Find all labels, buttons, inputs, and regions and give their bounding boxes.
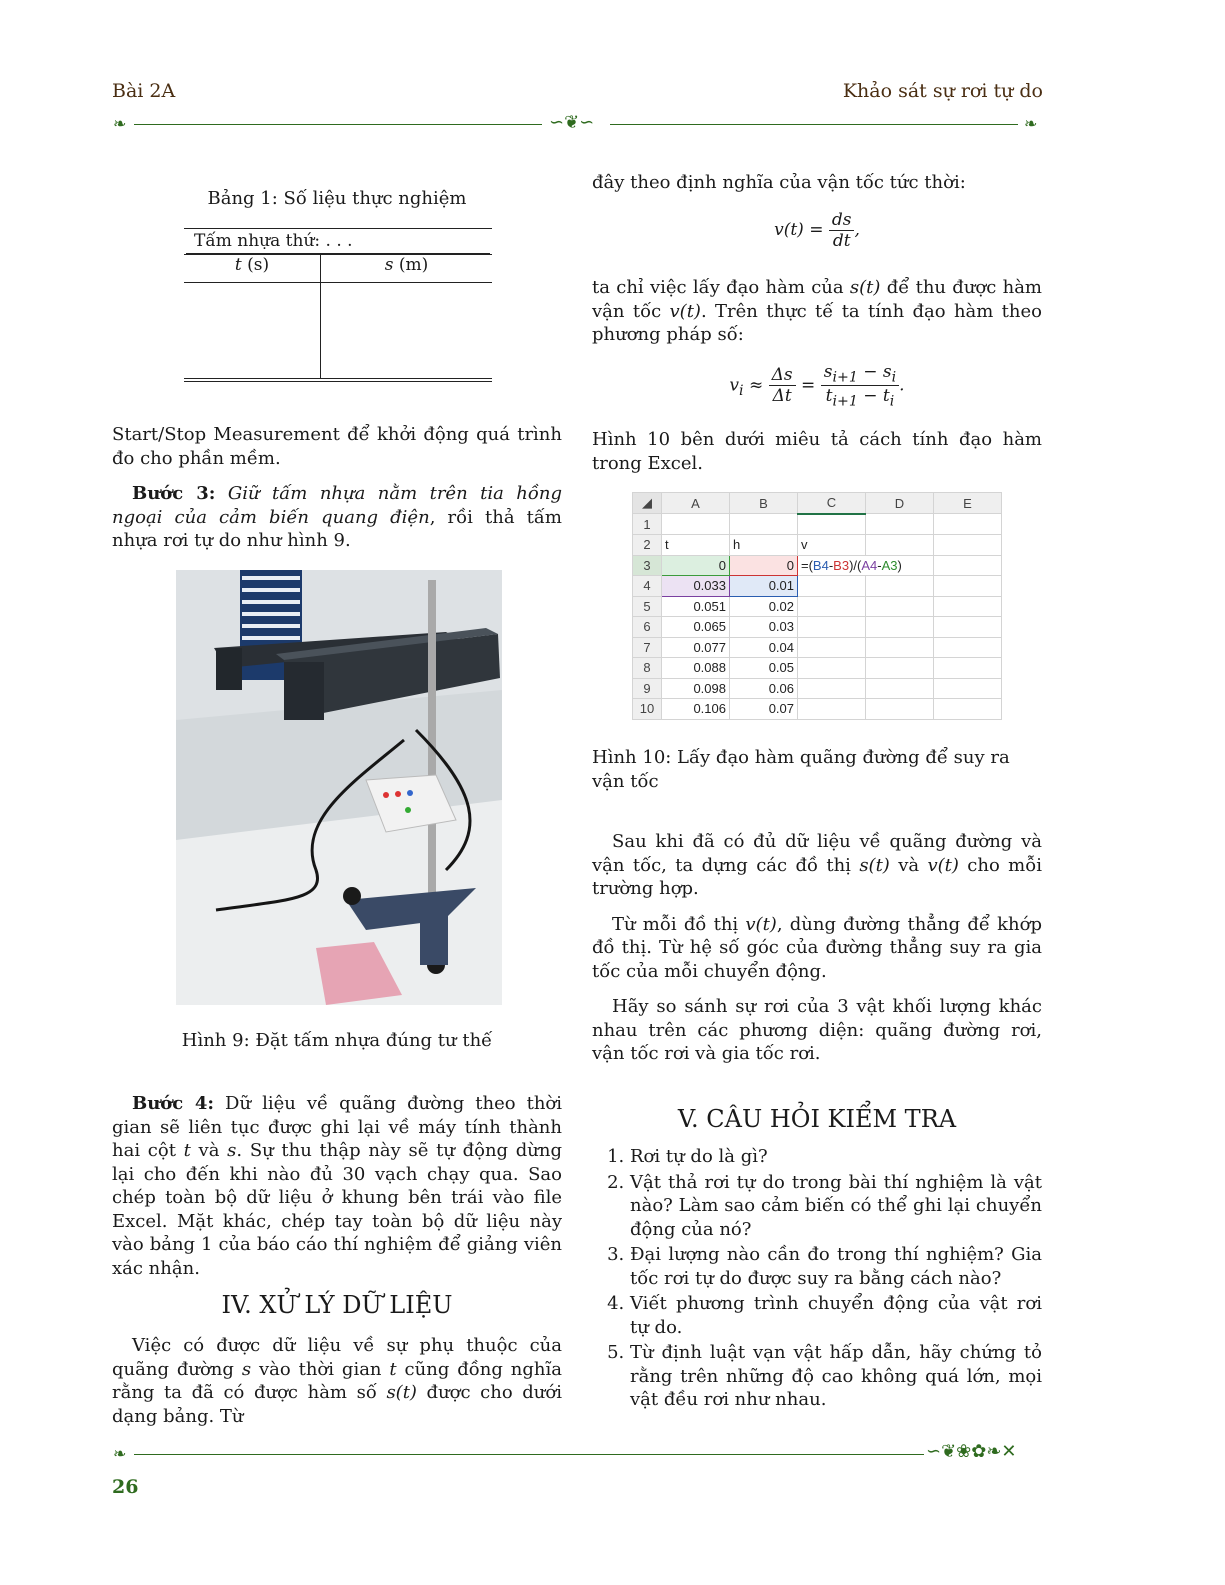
- step4-paragraph: Bước 4: Dữ liệu về quãng đường theo thời gian sẽ liên tục được ghi lại về máy tính thành hai cột t và s. Sự thu thập này sẽ tự động dừng lại cho đến khi nào đủ 30 vạch chạy qua. Sao chép toàn bộ dữ liệu ở khung bên trái vào file Excel. Mặt khác, chép tay toàn bộ dữ liệu này vào bảng 1 của báo cáo thí nghiệm để giảng viên xác nhận.: [112, 1093, 563, 1279]
- excel-cell: 0.077: [662, 637, 730, 658]
- excel-row-header: 4: [633, 576, 662, 597]
- table1-caption: Bảng 1: Số liệu thực nghiệm: [207, 188, 467, 209]
- excel-col-header: D: [866, 493, 934, 514]
- select-all-corner: ◢: [633, 493, 662, 514]
- excel-screenshot: [632, 492, 1008, 724]
- question-item: 4. Viết phương trình chuyển động của vật rơi tự do.: [630, 1292, 1042, 1339]
- equation-numeric-derivative: $v_i$ ≈ $\frac{\Delta s}{\Delta t}$ = $\frac{s_{i+1} - s_i}{t_{i+1} - t_i}$ .: [729, 362, 905, 410]
- excel-cell: 0.098: [662, 678, 730, 699]
- figure9-photo: [176, 570, 502, 1005]
- compare-paragraph: Hãy so sánh sự rơi của 3 vật khối lượng khác nhau trên các phương diện: quãng đường rơi, vận tốc rơi và gia tốc rơi.: [592, 996, 1042, 1064]
- excel-cell: 0.051: [662, 596, 730, 617]
- section5-title: V. CÂU HỎI KIỂM TRA: [677, 1105, 957, 1133]
- excel-row-header: 8: [633, 658, 662, 679]
- table-cell-t: [184, 283, 321, 378]
- excel-cell: 0: [730, 555, 798, 576]
- equation-velocity: v(t) = $\frac{ds}{dt}$ ,: [774, 210, 860, 251]
- excel-intro-paragraph: Hình 10 bên dưới miêu tả cách tính đạo hàm trong Excel.: [592, 429, 1042, 474]
- excel-col-header: C: [798, 493, 866, 514]
- fit-paragraph: Từ mỗi đồ thị v(t), dùng đường thẳng để khớp đồ thị. Từ hệ số góc của đường thẳng suy ra gia tốc của mỗi chuyển động.: [592, 913, 1042, 982]
- graphs-paragraph: Sau khi đã có đủ dữ liệu về quãng đường và vận tốc, ta dựng các đồ thị s(t) và v(t) cho mỗi trường hợp.: [592, 831, 1043, 899]
- excel-row-header: 5: [633, 596, 662, 617]
- data-table: [184, 228, 492, 382]
- col-header-t: t (s): [184, 255, 321, 282]
- question-item: 2. Vật thả rơi tự do trong bài thí nghiệm là vật nào? Làm sao cảm biến có thể ghi lại chuyển động của nó?: [630, 1171, 1042, 1242]
- question-item: 3. Đại lượng nào cần đo trong thí nghiệm? Gia tốc rơi tự do được suy ra bằng cách nào?: [630, 1243, 1042, 1290]
- excel-row-header: 7: [633, 637, 662, 658]
- plate-label: Tấm nhựa thứ: . . .: [184, 228, 492, 253]
- ornament-right-icon: ❧: [1024, 114, 1038, 133]
- table-cell-s: [321, 283, 492, 378]
- footer-ornament-left-icon: ❧: [113, 1444, 127, 1463]
- excel-row-header: 9: [633, 678, 662, 699]
- excel-col-header: E: [934, 493, 1002, 514]
- excel-cell: t: [662, 535, 730, 556]
- excel-cell: 0.03: [730, 617, 798, 638]
- start-stop-paragraph: Start/Stop Measurement để khởi động quá trình đo cho phần mềm.: [112, 424, 562, 469]
- footer-ornament-right-icon: ∽❦❀✿❧✕: [926, 1441, 1017, 1462]
- excel-cell: 0.01: [730, 576, 798, 597]
- ornament-left-icon: ❧: [113, 114, 127, 133]
- excel-cell: h: [730, 535, 798, 556]
- excel-cell: 0.06: [730, 678, 798, 699]
- excel-col-header: A: [662, 493, 730, 514]
- derivative-paragraph: ta chỉ việc lấy đạo hàm của s(t) để thu được hàm vận tốc v(t). Trên thực tế ta tính đạo hàm theo phương pháp số:: [592, 277, 1043, 345]
- excel-cell: 0.05: [730, 658, 798, 679]
- col-header-s: s (m): [384, 255, 429, 275]
- excel-row-header: 10: [633, 699, 662, 720]
- excel-formula-cell: =(B4-B3)/(A4-A3): [798, 555, 934, 576]
- excel-col-header: B: [730, 493, 798, 514]
- excel-row-header: 3: [633, 555, 662, 576]
- header-rule-right: [610, 124, 1018, 125]
- excel-cell: 0: [662, 555, 730, 576]
- excel-cell: v: [798, 535, 866, 556]
- chapter-label: Bài 2A: [112, 80, 176, 102]
- chapter-title: Khảo sát sự rơi tự do: [842, 80, 1043, 102]
- footer-rule: [134, 1454, 924, 1455]
- excel-cell: 0.02: [730, 596, 798, 617]
- excel-row-header: 2: [633, 535, 662, 556]
- figure9-caption: Hình 9: Đặt tấm nhựa đúng tư thế: [181, 1030, 493, 1051]
- excel-row-header: 6: [633, 617, 662, 638]
- excel-cell: 0.088: [662, 658, 730, 679]
- excel-cell: 0.033: [662, 576, 730, 597]
- excel-cell: 0.065: [662, 617, 730, 638]
- page-number: 26: [112, 1476, 139, 1498]
- question-item: 1. Rơi tự do là gì?: [630, 1145, 1042, 1169]
- section4-paragraph: Việc có được dữ liệu về sự phụ thuộc của quãng đường s vào thời gian t cũng đồng nghĩa rằng ta đã có được hàm số s(t) được cho dưới dạng bảng. Từ: [112, 1335, 562, 1427]
- excel-cell: 0.04: [730, 637, 798, 658]
- question-item: 5. Từ định luật vạn vật hấp dẫn, hãy chứng tỏ rằng trên những độ cao không quá lớn, mọi vật đều rơi như nhau.: [630, 1341, 1042, 1412]
- excel-row-header: 1: [633, 514, 662, 535]
- ornament-center-icon: ∽❦∽: [549, 112, 595, 133]
- header-rule-left: [134, 124, 542, 125]
- excel-cell: 0.106: [662, 699, 730, 720]
- figure10-caption: Hình 10: Lấy đạo hàm quãng đường để suy ra vận tốc: [592, 747, 1010, 792]
- step3-paragraph: Bước 3: Giữ tấm nhựa nằm trên tia hồng ngoại của cảm biến quang điện, rồi thả tấm nhựa rơi tự do như hình 9.: [112, 483, 562, 551]
- definition-paragraph: đây theo định nghĩa của vận tốc tức thời:: [592, 172, 966, 193]
- questions-list: [592, 1145, 1042, 1412]
- section4-title: IV. XỬ LÝ DỮ LIỆU: [221, 1291, 453, 1319]
- excel-cell: 0.07: [730, 699, 798, 720]
